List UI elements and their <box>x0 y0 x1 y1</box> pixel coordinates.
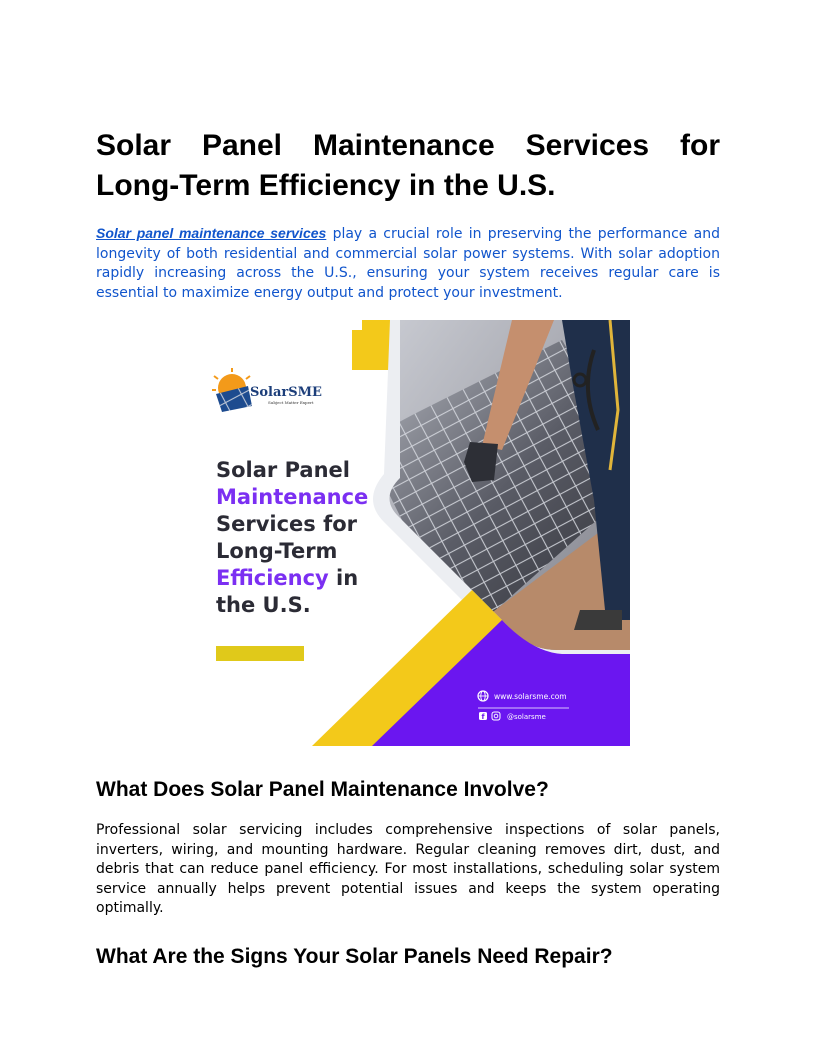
section-body-maintenance: Professional solar servicing includes comprehensive inspections of solar panels, inverters, wiring, and mounting hardware. Regular cleaning removes dirt, dust, and debris that can reduce panel efficiency. For most installations, scheduling solar system service annually helps prevent potential issues and keeps the system operating optimally. <box>96 822 720 916</box>
intro-paragraph <box>96 224 720 303</box>
svg-text:f: f <box>481 713 485 721</box>
banner-headline-in: in <box>328 566 359 590</box>
title-line-1: Solar Panel Maintenance Services for <box>96 129 720 162</box>
intro-link[interactable]: Solar panel maintenance services <box>96 225 327 241</box>
logo-tagline: Subject Matter Expert <box>268 400 314 405</box>
facebook-icon <box>479 712 487 721</box>
banner-headline-line-6: the U.S. <box>216 593 311 617</box>
banner-graphic <box>202 320 630 746</box>
banner-headline-efficiency: Efficiency <box>216 566 329 590</box>
banner-headline-line-1: Solar Panel <box>216 458 350 482</box>
banner-headline-line-2: Maintenance <box>216 485 369 509</box>
banner-social: @solarsme <box>507 713 546 721</box>
title-line-2: Long-Term Efficiency in the U.S. <box>96 169 556 202</box>
section-heading-maintenance: What Does Solar Panel Maintenance Involve? <box>96 778 549 801</box>
page-title <box>96 126 720 206</box>
yellow-accent-bar <box>216 646 304 661</box>
banner-headline-line-3: Services for <box>216 512 358 536</box>
solarsme-logo <box>212 368 252 412</box>
intro-text: play a crucial role in preserving the performance and longevity of both residential and commercial solar power systems. With solar adoption rapidly increasing across the U.S., ensuring your system receives regular care is essential to maximize energy output and protect your investment. <box>96 226 721 301</box>
promo-banner-image <box>202 320 630 746</box>
solar-panel-photo <box>362 320 630 660</box>
section-heading-repair: What Are the Signs Your Solar Panels Need Repair? <box>96 945 613 968</box>
banner-headline-line-5 <box>216 566 358 590</box>
logo-name: SolarSME <box>250 385 322 400</box>
banner-headline-line-4: Long-Term <box>216 539 338 563</box>
banner-website: www.solarsme.com <box>494 692 567 701</box>
